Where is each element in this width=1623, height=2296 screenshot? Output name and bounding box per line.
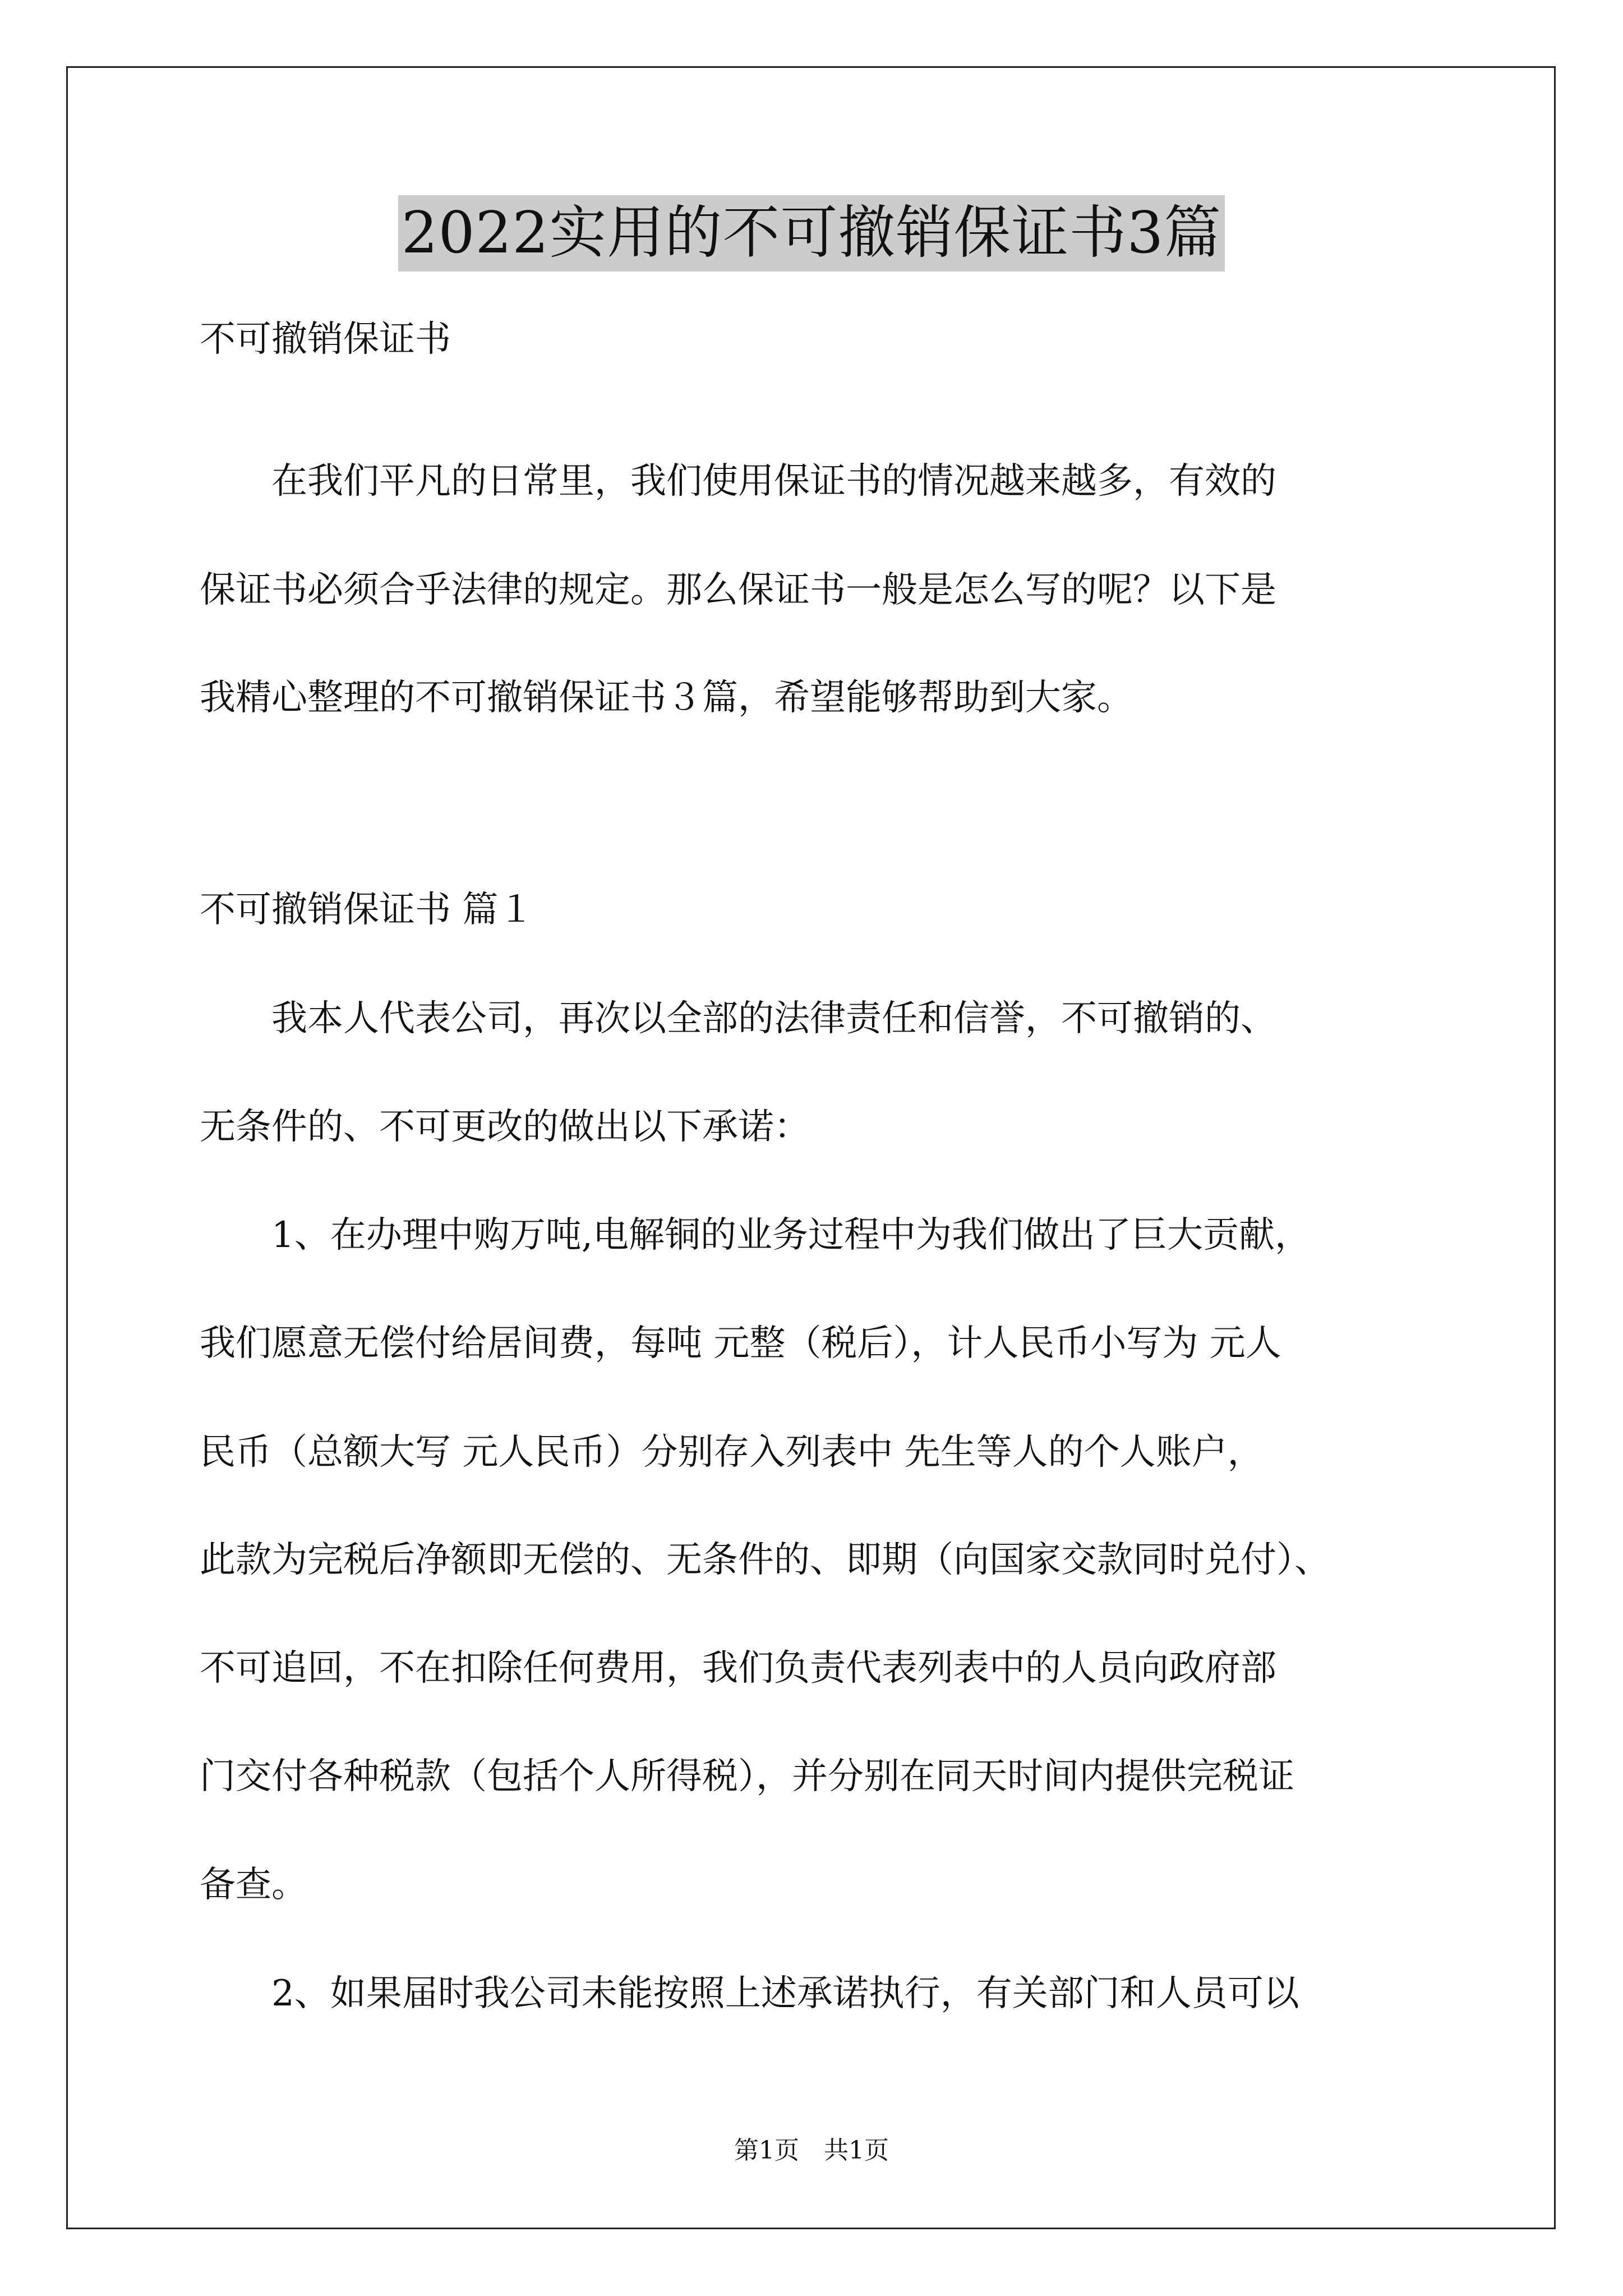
paragraph-line: 门交付各种税款（包括个人所得税），并分别在同天时间内提供完税证 — [200, 1756, 1294, 1797]
title-container — [0, 195, 1623, 272]
paragraph-line: 在我们平凡的日常里，我们使用保证书的情况越来越多，有效的 — [200, 461, 1276, 502]
document-title: 2022实用的不可撤销保证书3篇 — [398, 195, 1225, 272]
section-heading: 不可撤销保证书 — [200, 319, 451, 360]
paragraph-line: 民币（总额大写 元人民币）分别存入列表中 先生等人的个人账户， — [200, 1432, 1264, 1473]
paragraph-line: 不可追回，不在扣除任何费用，我们负责代表列表中的人员向政府部 — [200, 1648, 1276, 1689]
paragraph-line: 备查。 — [200, 1864, 307, 1906]
paragraph-line: 无条件的、不可更改的做出以下承诺： — [200, 1106, 810, 1148]
paragraph-line: 我本人代表公司，再次以全部的法律责任和信誉，不可撤销的、 — [200, 998, 1276, 1039]
paragraph-line: 保证书必须合乎法律的规定。那么保证书一般是怎么写的呢？以下是 — [200, 569, 1276, 611]
paragraph-line: 我精心整理的不可撤销保证书３篇，希望能够帮助到大家。 — [200, 677, 1133, 719]
section-heading: 不可撤销保证书 篇１ — [200, 889, 534, 931]
paragraph-line: 2、如果届时我公司未能按照上述承诺执行，有关部门和人员可以 — [200, 1973, 1299, 2014]
paragraph-line: 此款为完税后净额即无偿的、无条件的、即期（向国家交款同时兑付）、 — [200, 1539, 1330, 1581]
paragraph-line: 1、在办理中购万吨,电解铜的业务过程中为我们做出了巨大贡献， — [200, 1214, 1311, 1256]
page-number-footer: 第1页 共1页 — [734, 2136, 889, 2165]
paragraph-line: 我们愿意无偿付给居间费，每吨 元整（税后），计人民币小写为 元人 — [200, 1323, 1281, 1364]
